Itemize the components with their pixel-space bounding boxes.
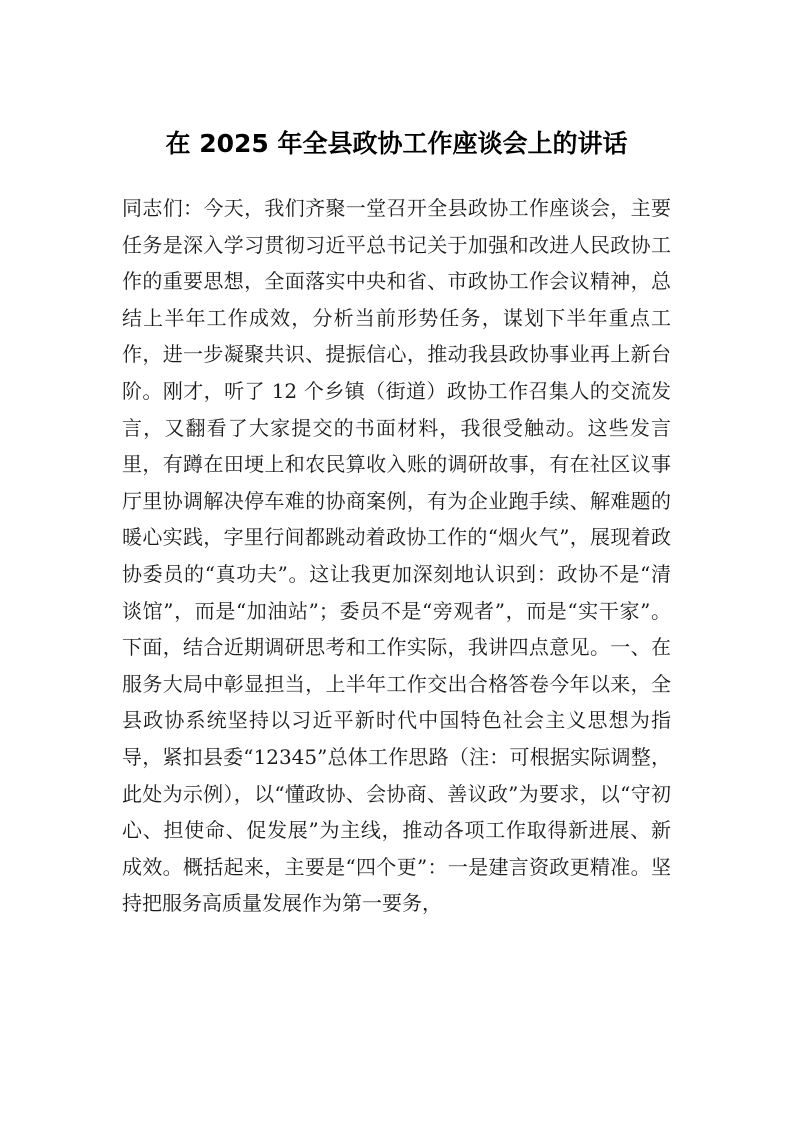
document-body-paragraph: 同志们：今天，我们齐聚一堂召开全县政协工作座谈会，主要任务是深入学习贯彻习近平总书记关于加强和改进人民政协工作的重要思想，全面落实中央和省、市政协工作会议精神，总结上半年工作成效，分析当前形势任务，谋划下半年重点工作，进一步凝聚共识、提振信心，推动我县政协事业再上新台阶。刚才，听了 12 个乡镇（街道）政协工作召集人的交流发言，又翻看了大家提交的书面材料，我很受触动。这些发言里，有蹲在田埂上和农民算收入账的调研故事，有在社区议事厅里协调解决停车难的协商案例，有为企业跑手续、解难题的暖心实践，字里行间都跳动着政协工作的“烟火气”，展现着政协委员的“真功夫”。这让我更加深刻地认识到：政协不是“清谈馆”，而是“加油站”；委员不是“旁观者”，而是“实干家”。下面，结合近期调研思考和工作实际，我讲四点意见。一、在服务大局中彰显担当，上半年工作交出合格答卷今年以来，全县政协系统坚持以习近平新时代中国特色社会主义思想为指导，紧扣县委“12345”总体工作思路（注：可根据实际调整，此处为示例），以“懂政协、会协商、善议政”为要求，以“守初心、担使命、促发展”为主线，推动各项工作取得新进展、新成效。概括起来，主要是“四个更”：一是建言资政更精准。坚持把服务高质量发展作为第一要务， bbox=[122, 196, 671, 916]
document-title: 在 2025 年全县政协工作座谈会上的讲话 bbox=[165, 129, 628, 158]
